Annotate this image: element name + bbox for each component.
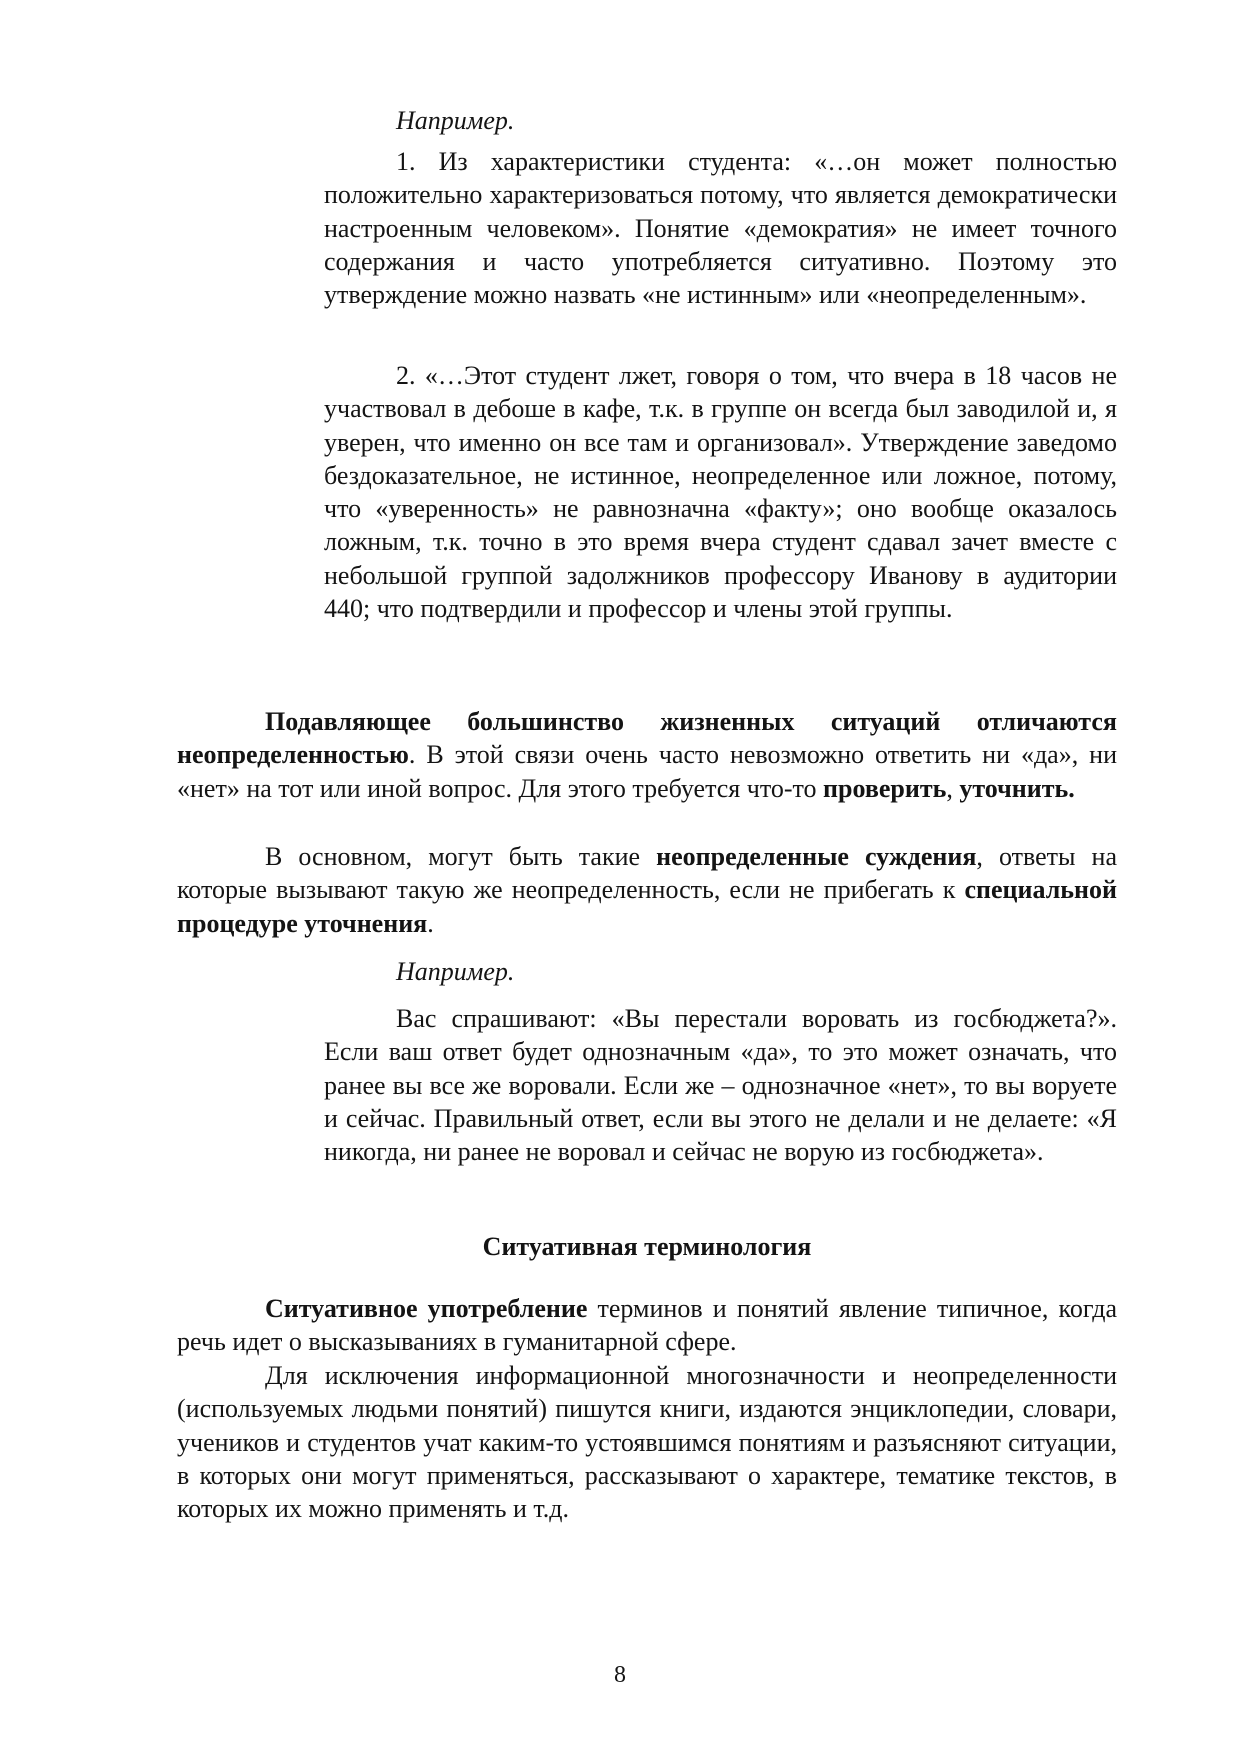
bold-text: неопределенные суждения (656, 842, 977, 871)
body-text: В основном, могут быть такие (265, 842, 657, 871)
bold-text: специальной процедуре уточнения (177, 875, 1117, 938)
example-label: Например. (396, 106, 515, 135)
example-item-1: 1. Из характеристики студента: «…он может полностью положительно характеризоваться потому, что является демократически настроенным человеком». Понятие «демократия» не имеет точного содержания и часто употребляется ситуативно. Поэтому это утверждение можно назвать «не истинным» или «неопределенным». (324, 147, 1117, 310)
section-heading: Ситуативная терминология (482, 1232, 812, 1261)
example-label-2: Например. (396, 957, 515, 986)
body-text: . (427, 908, 434, 938)
paragraph-exclusion: Для исключения информационной многозначности и неопределенности (используемых людьми понятий) пишутся книги, издаются энциклопедии, словари, учеников и студентов учат каким-то устоявшимся понятиям и разъясняют ситуации, в которых они могут применяться, рассказывают о характере, тематике текстов, в которых их можно применять и т.д. (177, 1361, 1117, 1524)
bold-text: проверить (823, 773, 947, 803)
body-text: . В этой связи очень часто невозможно ответить ни «да», ни «нет» на тот или иной вопрос. Для этого требуется что-то (177, 740, 1117, 803)
body-text: терминов и понятий явление типичное, когда речь идет о высказываниях в гуманитарной сфере. (177, 1294, 1117, 1357)
paragraph-situational-use (177, 1292, 1117, 1359)
paragraph-majority (177, 705, 1117, 805)
body-text: , ответы на которые вызывают такую же неопределенность, если не прибегать к (177, 842, 1118, 905)
bold-text: Подавляющее большинство жизненных ситуаций отличаются неопределенностью (177, 707, 1117, 770)
body-text: , (946, 773, 960, 803)
bold-text: Ситуативное употребление (265, 1294, 588, 1323)
example-question: Вас спрашивают: «Вы перестали воровать из госбюджета?». Если ваш ответ будет однозначным «да», то это может означать, что ранее вы все же воровали. Если же – однозначное «нет», то вы воруете и сейчас. Правильный ответ, если вы этого не делали и не делаете: «Я никогда, ни ранее не воровал и сейчас не ворую из госбюджета». (324, 1004, 1117, 1167)
bold-text: уточнить. (959, 773, 1075, 803)
example-item-2: 2. «…Этот студент лжет, говоря о том, что вчера в 18 часов не участвовал в дебоше в кафе, т.к. в группе он всегда был заводилой и, я уверен, что именно он все там и организовал». Утверждение заведомо бездоказательное, не истинное, неопределенное или ложное, потому, что «уверенность» не равнозначна «факту»; оно вообще оказалось ложным, т.к. точно в это время вчера студент сдавал зачет вместе с небольшой группой задолжников профессору Иванову в аудитории 440; что подтвердили и профессор и члены этой группы. (324, 361, 1117, 624)
page-number: 8 (614, 1662, 626, 1688)
paragraph-basic (177, 840, 1117, 940)
